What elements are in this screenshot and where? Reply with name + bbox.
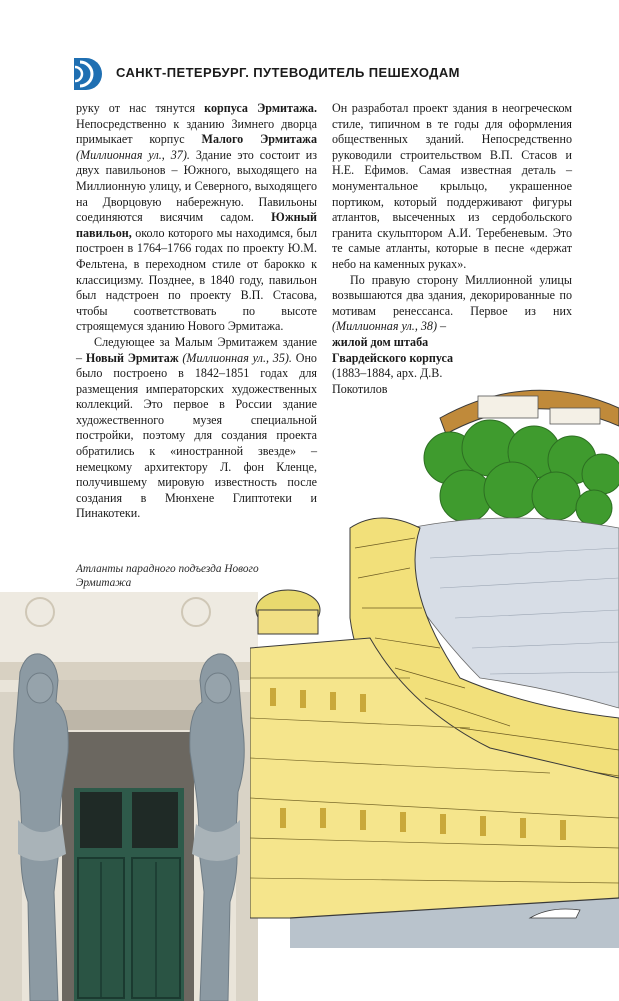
running-header [0,58,619,94]
text-run: – [437,319,447,334]
section-marker-icon [72,58,104,90]
address: (Миллионная ул., 35). [178,350,292,365]
header-title: САНКТ-ПЕТЕРБУРГ. ПУТЕВОДИТЕЛЬ ПЕШЕХОДАМ [116,65,460,80]
paragraph-atlantes: Он разработал проект здания в неогреческом стиле, типичном в те годы для оформления общественных зданий. Непосредственно руководили строительством В.П. Стасов и Н.Е. Ефимов. Самая известная деталь – монументальное крыльцо, украшенное портиком, который поддерживают фигуры атлантов, высеченных из сердобольского гранита скульптором А.И. Теребеневым. Это те самые атланты, которые в песне «держат небо на каменных руках». [332,101,572,271]
text-run: Непосредственно к зданию Зимнего дворца примыкает корпус [76,116,317,147]
address: (Миллионная ул., 37). [76,147,190,162]
text-run: Следующее за Малым Эрмитажем здание – [76,334,317,365]
paragraph-maly-hermitage [76,101,317,335]
text-run: По правую сторону Миллионной улицы возвышаются два здания, декорированные по мотивам ренессанса. Первое из них [332,272,572,318]
text-run: Оно было построено в 1842–1851 годах для размещения императорских художественных коллекций. Это первое в России здание художественного музея специальной постройки, поэтому для создания проекта обратились к «иностранной звезде» – немецкому архитектору Л. фон Кленце, получившему мировую известность после создания в Мюнхене Глиптотеки и Пинакотеки. [76,350,317,521]
right-column [332,101,572,397]
bold-term: Новый Эрмитаж [85,350,179,365]
bold-term: жилой дом штаба Гвардейского корпуса [332,334,454,365]
palace-square-sketch [250,378,619,948]
bold-term: Южный павильон, [76,210,317,240]
photo-caption: Атланты парадного подъезда Нового Эрмитажа [76,563,259,589]
address: (Миллионная ул., 38) [332,319,437,334]
atlantes-photo [0,592,258,1001]
text-run: Здание это состоит из двух павильонов – Южного, выходящего на Миллионную улицу, и Северного, выходящего на Дворцовую набережную. Павильоны соединяются висячим садом. [76,147,317,225]
bold-term: Малого Эрмитажа [201,132,317,147]
bold-term: корпуса Эрмитажа. [204,101,317,115]
paragraph-right-side [332,273,572,335]
text-run: (1883–1884, арх. Д.В. Покотилов [332,366,443,396]
text-run: около которого мы находимся, был построен в 1764–1766 годах по проекту Ю.М. Фельтена, в переходном стиле от барокко к классицизму. Позднее, в 1840 году, павильон был надстроен по проекту В.П. Стасова, чтобы соответствовать по высоте строящемуся зданию Нового Эрмитажа. [76,225,317,334]
text-run: руку от нас тянутся [76,101,205,115]
